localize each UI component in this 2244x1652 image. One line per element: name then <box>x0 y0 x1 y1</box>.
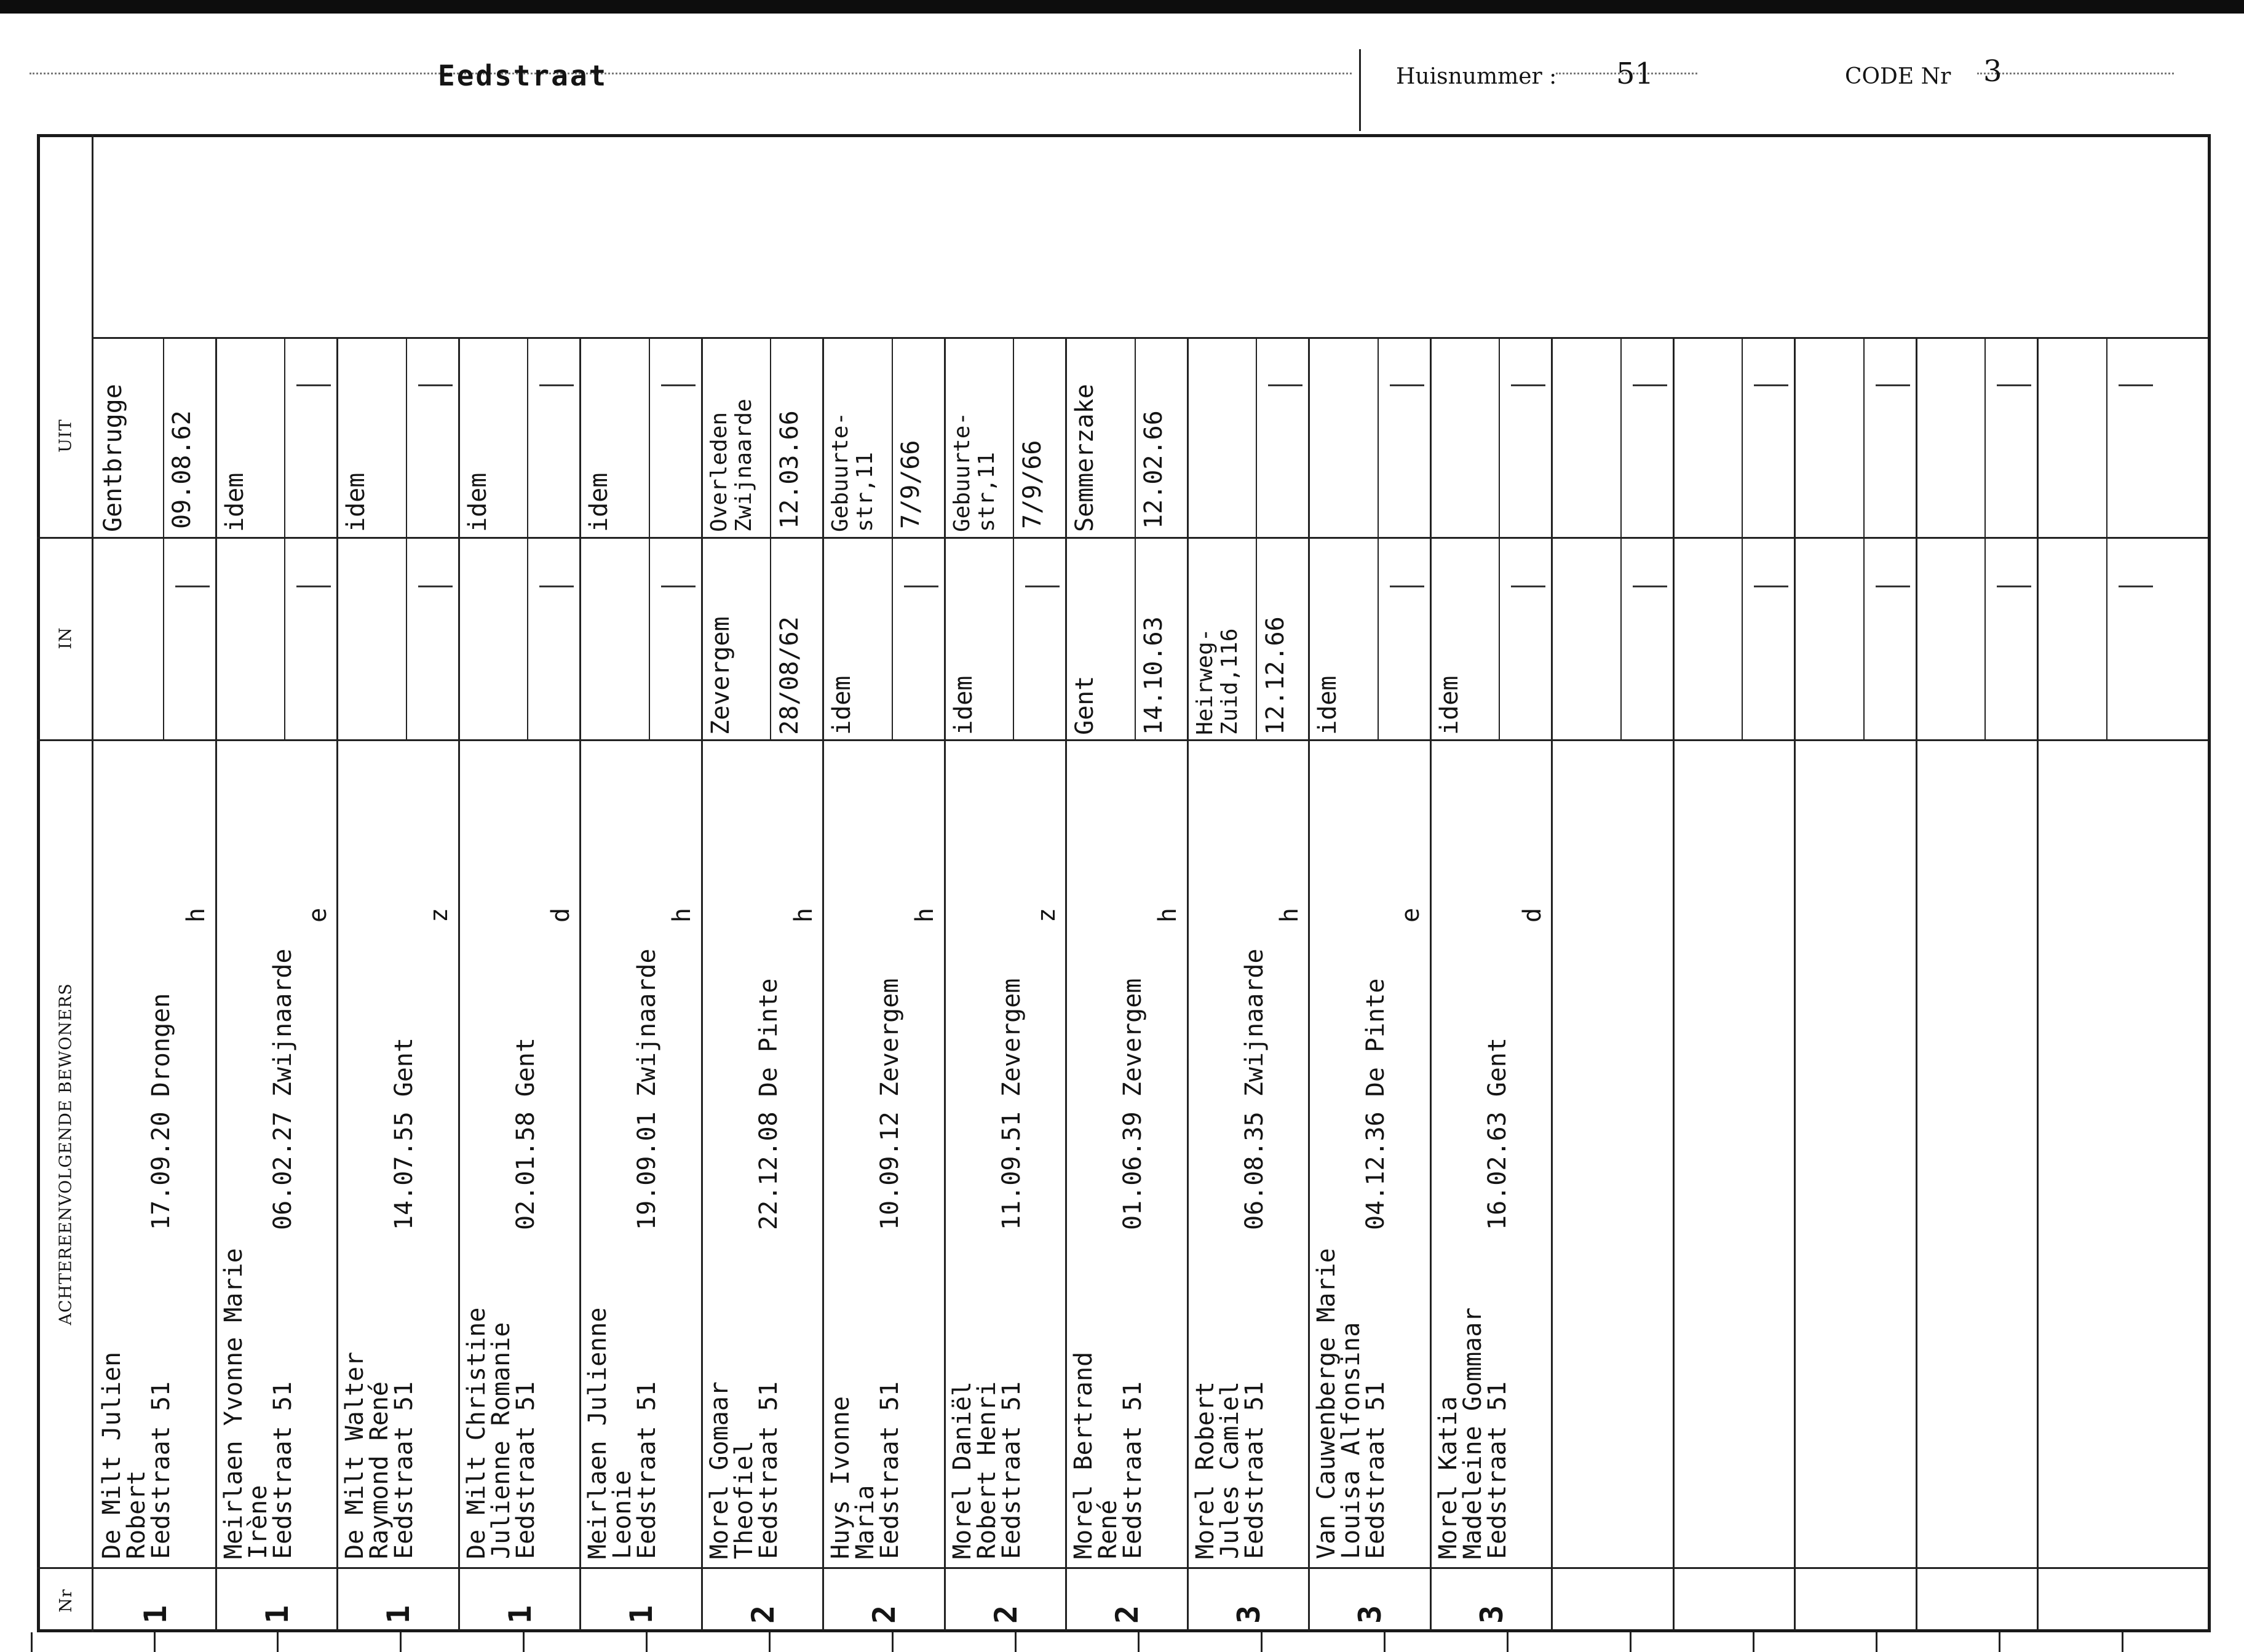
uit-subdivider <box>1742 337 1743 537</box>
resident-sex: h <box>789 907 818 923</box>
bewoners-top-line <box>37 739 2208 741</box>
in-place: idem <box>949 675 978 735</box>
resident-name-line: Maria <box>851 1485 879 1559</box>
bottom-tick <box>1753 1632 1754 1652</box>
resident-birth: 06.02.27 Zwijnaarde <box>268 948 297 1230</box>
in-empty-dash <box>1754 586 1788 587</box>
resident-sex: d <box>546 907 575 923</box>
resident-name-line: Eedstraat 51 <box>147 1381 175 1559</box>
header-separator <box>1359 49 1361 131</box>
resident-birth: 22.12.08 De Pinte <box>754 978 783 1230</box>
in-subdivider <box>527 537 528 739</box>
resident-name-line: Eedstraat 51 <box>876 1381 904 1559</box>
resident-name-line: Morel Robert <box>1191 1381 1219 1559</box>
uit-empty-dash <box>418 384 453 386</box>
uit-date: 12.02.66 <box>1140 410 1168 529</box>
in-empty-dash <box>539 586 574 587</box>
resident-name-line: Eedstraat 51 <box>1483 1381 1512 1559</box>
nr-section-label: Nr <box>56 1588 76 1613</box>
resident-name-line: Eedstraat 51 <box>511 1381 540 1559</box>
resident-birth: 10.09.12 Zevergem <box>876 978 904 1230</box>
uit-empty-dash <box>539 384 574 386</box>
in-empty-dash <box>1876 586 1910 587</box>
uit-date: 12.03.66 <box>775 410 804 529</box>
resident-name-line: Theofiel <box>729 1440 758 1559</box>
bottom-tick <box>523 1632 525 1652</box>
code-label: CODE Nr <box>1845 64 1951 89</box>
column-divider <box>1187 337 1189 1630</box>
in-empty-dash <box>904 586 938 587</box>
uit-place: Overleden Zwijnaarde <box>706 399 756 532</box>
in-place: Heirweg- Zuid,116 <box>1192 628 1242 735</box>
bewoners-section-label-cell <box>38 741 93 1567</box>
resident-nr: 1 <box>624 1605 659 1624</box>
column-divider <box>336 337 338 1630</box>
column-divider <box>215 337 217 1630</box>
uit-empty-dash <box>1754 384 1788 386</box>
resident-name-line: De Milt Christine <box>462 1307 491 1559</box>
in-subdivider <box>1742 537 1743 739</box>
resident-name-line: Van Cauwenberge Marie <box>1312 1248 1341 1559</box>
in-empty-dash <box>1390 586 1424 587</box>
resident-nr: 1 <box>259 1605 295 1624</box>
in-subdivider <box>649 537 650 739</box>
resident-birth: 19.09.01 Zwijnaarde <box>633 948 661 1230</box>
column-divider <box>1308 337 1310 1630</box>
resident-name-line: Morel Gomaar <box>705 1381 734 1559</box>
in-section-label-cell <box>38 537 93 739</box>
uit-subdivider <box>1984 337 1986 537</box>
code-dotted-line <box>1977 73 2174 74</box>
resident-name-line: Madeleine Gommaar <box>1458 1307 1487 1559</box>
in-subdivider <box>284 537 285 739</box>
resident-name-line: Robert Henri <box>972 1381 1001 1559</box>
bottom-tick <box>277 1632 279 1652</box>
bottom-tick <box>1507 1632 1509 1652</box>
uit-place: Gebuurte- str,11 <box>949 411 999 532</box>
resident-nr: 2 <box>1109 1605 1145 1624</box>
uit-subdivider <box>1378 337 1379 537</box>
in-subdivider <box>1013 537 1014 739</box>
column-divider <box>1673 337 1675 1630</box>
in-date: 28/08/62 <box>775 616 804 735</box>
in-subdivider <box>770 537 771 739</box>
uit-empty-dash <box>1997 384 2031 386</box>
resident-birth: 11.09.51 Zevergem <box>997 978 1026 1230</box>
resident-sex: h <box>1275 907 1304 923</box>
resident-name-line: Eedstraat 51 <box>754 1381 783 1559</box>
uit-subdivider <box>284 337 285 537</box>
in-top-line <box>37 537 2208 539</box>
uit-subdivider <box>1135 337 1136 537</box>
in-subdivider <box>2106 537 2107 739</box>
street-dotted-line <box>30 73 1352 74</box>
uit-section-label: UIT <box>56 418 76 453</box>
column-divider <box>1430 337 1432 1630</box>
in-subdivider <box>892 537 893 739</box>
uit-place: Semmerzake <box>1071 384 1099 532</box>
uit-empty-dash <box>1876 384 1910 386</box>
resident-birth: 16.02.63 Gent <box>1483 1037 1512 1230</box>
column-divider <box>1794 337 1796 1630</box>
in-subdivider <box>1863 537 1865 739</box>
resident-name-line: Robert <box>122 1470 151 1559</box>
resident-name-line: Meirlaen Yvonne Marie <box>219 1248 248 1559</box>
resident-sex: e <box>1397 907 1425 923</box>
in-empty-dash <box>1997 586 2031 587</box>
resident-sex: d <box>1518 907 1547 923</box>
uit-subdivider <box>649 337 650 537</box>
column-divider <box>701 337 703 1630</box>
bottom-tick <box>2122 1632 2123 1652</box>
in-place: Zevergem <box>706 616 735 735</box>
bottom-tick <box>1138 1632 1140 1652</box>
street-name: Eedstraat <box>438 59 608 92</box>
uit-subdivider <box>2106 337 2107 537</box>
bottom-tick <box>154 1632 156 1652</box>
column-divider <box>1551 337 1553 1630</box>
uit-subdivider <box>1620 337 1622 537</box>
bottom-tick <box>1999 1632 2000 1652</box>
resident-name-line: Jules Camiel <box>1215 1381 1244 1559</box>
column-divider <box>2037 337 2039 1630</box>
in-empty-dash <box>175 586 210 587</box>
resident-name-line: Eedstraat 51 <box>1240 1381 1269 1559</box>
uit-date: 7/9/66 <box>897 440 925 529</box>
in-date: 14.10.63 <box>1140 616 1168 735</box>
resident-birth: 04.12.36 De Pinte <box>1362 978 1390 1230</box>
uit-section-label-cell <box>38 337 93 534</box>
bottom-tick <box>1384 1632 1386 1652</box>
resident-name-line: Eedstraat 51 <box>997 1381 1026 1559</box>
column-divider <box>1065 337 1067 1630</box>
in-subdivider <box>1620 537 1622 739</box>
resident-name-line: De Milt Walter <box>341 1351 369 1559</box>
uit-subdivider <box>1256 337 1257 537</box>
bottom-tick <box>769 1632 771 1652</box>
bottom-tick <box>646 1632 648 1652</box>
resident-name-line: Morel Katia <box>1433 1396 1462 1559</box>
resident-name-line: Raymond René <box>365 1381 394 1559</box>
uit-date: 09.08.62 <box>168 410 196 529</box>
in-subdivider <box>406 537 407 739</box>
resident-nr: 2 <box>866 1605 902 1624</box>
column-divider <box>1916 337 1917 1630</box>
in-date: 12.12.66 <box>1261 616 1290 735</box>
uit-empty-dash <box>1390 384 1424 386</box>
resident-sex: h <box>182 907 210 923</box>
resident-sex: z <box>1032 907 1061 923</box>
nr-top-line <box>37 1567 2208 1569</box>
uit-place: idem <box>585 472 613 532</box>
in-place: Gent <box>1071 675 1099 735</box>
uit-place: idem <box>342 472 370 532</box>
in-subdivider <box>1256 537 1257 739</box>
bottom-tick <box>31 1632 33 1652</box>
resident-sex: e <box>303 907 332 923</box>
resident-birth: 01.06.39 Zevergem <box>1119 978 1147 1230</box>
nr-section-label-cell <box>38 1570 93 1631</box>
bewoners-section-label: ACHTEREENVOLGENDE BEWONERS <box>56 983 76 1325</box>
in-subdivider <box>1135 537 1136 739</box>
resident-sex: h <box>1154 907 1182 923</box>
scan-top-border <box>0 0 2244 14</box>
in-place: idem <box>1435 675 1464 735</box>
in-empty-dash <box>296 586 331 587</box>
resident-birth: 02.01.58 Gent <box>511 1037 540 1230</box>
in-subdivider <box>163 537 164 739</box>
uit-subdivider <box>406 337 407 537</box>
bottom-tick <box>400 1632 402 1652</box>
resident-nr: 3 <box>1231 1605 1267 1624</box>
resident-nr: 2 <box>988 1605 1024 1624</box>
in-empty-dash <box>1511 586 1545 587</box>
resident-name-line: Morel Bertrand <box>1069 1351 1098 1559</box>
resident-name-line: Huys Ivonne <box>827 1396 855 1559</box>
uit-subdivider <box>1863 337 1865 537</box>
bottom-tick <box>1015 1632 1017 1652</box>
uit-place: Gentbrugge <box>99 384 127 532</box>
uit-place: idem <box>220 472 249 532</box>
uit-subdivider <box>1013 337 1014 537</box>
resident-name-line: Eedstraat 51 <box>268 1381 297 1559</box>
resident-name-line: Eedstraat 51 <box>390 1381 418 1559</box>
uit-empty-dash <box>2119 384 2153 386</box>
uit-empty-dash <box>1633 384 1667 386</box>
in-empty-dash <box>2119 586 2153 587</box>
column-divider <box>579 337 581 1630</box>
uit-top-line <box>93 337 2208 339</box>
huisnummer-label: Huisnummer : <box>1396 64 1557 89</box>
uit-date: 7/9/66 <box>1018 440 1047 529</box>
resident-name-line: Eedstraat 51 <box>633 1381 661 1559</box>
resident-birth: 14.07.55 Gent <box>390 1037 418 1230</box>
resident-name-line: Louisa Alfonsina <box>1337 1322 1365 1559</box>
code-value: 3 <box>1983 54 2002 89</box>
resident-nr: 2 <box>745 1605 781 1624</box>
resident-nr: 3 <box>1352 1605 1388 1624</box>
huisnummer-value: 51 <box>1616 57 1654 91</box>
resident-sex: z <box>425 907 453 923</box>
resident-nr: 1 <box>138 1605 173 1624</box>
resident-birth: 17.09.20 Drongen <box>147 993 175 1230</box>
resident-sex: h <box>668 907 696 923</box>
resident-name-line: De Milt Julien <box>98 1351 126 1559</box>
resident-name-line: Morel Daniël <box>948 1381 977 1559</box>
in-empty-dash <box>661 586 696 587</box>
in-place: idem <box>828 675 856 735</box>
uit-empty-dash <box>1511 384 1545 386</box>
resident-name-line: Meirlaen Julienne <box>584 1307 612 1559</box>
resident-name-line: Leonie <box>608 1470 636 1559</box>
bottom-tick <box>1630 1632 1631 1652</box>
resident-sex: h <box>911 907 939 923</box>
resident-birth: 06.08.35 Zwijnaarde <box>1240 948 1269 1230</box>
bottom-tick <box>1876 1632 1877 1652</box>
uit-subdivider <box>163 337 164 537</box>
uit-subdivider <box>770 337 771 537</box>
in-empty-dash <box>1025 586 1060 587</box>
resident-name-line: Eedstraat 51 <box>1362 1381 1390 1559</box>
uit-empty-dash <box>296 384 331 386</box>
column-divider <box>822 337 824 1630</box>
in-place: idem <box>1314 675 1342 735</box>
in-empty-dash <box>1633 586 1667 587</box>
in-subdivider <box>1378 537 1379 739</box>
resident-name-line: René <box>1094 1499 1122 1559</box>
uit-subdivider <box>892 337 893 537</box>
resident-name-line: Irène <box>244 1485 272 1559</box>
column-divider <box>458 337 460 1630</box>
bottom-tick <box>892 1632 894 1652</box>
uit-place: idem <box>463 472 492 532</box>
uit-subdivider <box>527 337 528 537</box>
uit-empty-dash <box>1268 384 1302 386</box>
uit-empty-dash <box>661 384 696 386</box>
uit-subdivider <box>1499 337 1500 537</box>
resident-nr: 1 <box>502 1605 538 1624</box>
in-subdivider <box>1499 537 1500 739</box>
resident-name-line: Julienne Romanie <box>486 1322 515 1559</box>
resident-nr: 3 <box>1473 1605 1510 1624</box>
bottom-tick <box>1261 1632 1263 1652</box>
uit-place: Gebuurte- str,11 <box>828 411 878 532</box>
resident-name-line: Eedstraat 51 <box>1119 1381 1147 1559</box>
in-subdivider <box>1984 537 1986 739</box>
resident-nr: 1 <box>381 1605 416 1624</box>
in-section-label: IN <box>56 626 76 649</box>
column-divider <box>944 337 946 1630</box>
in-empty-dash <box>418 586 453 587</box>
